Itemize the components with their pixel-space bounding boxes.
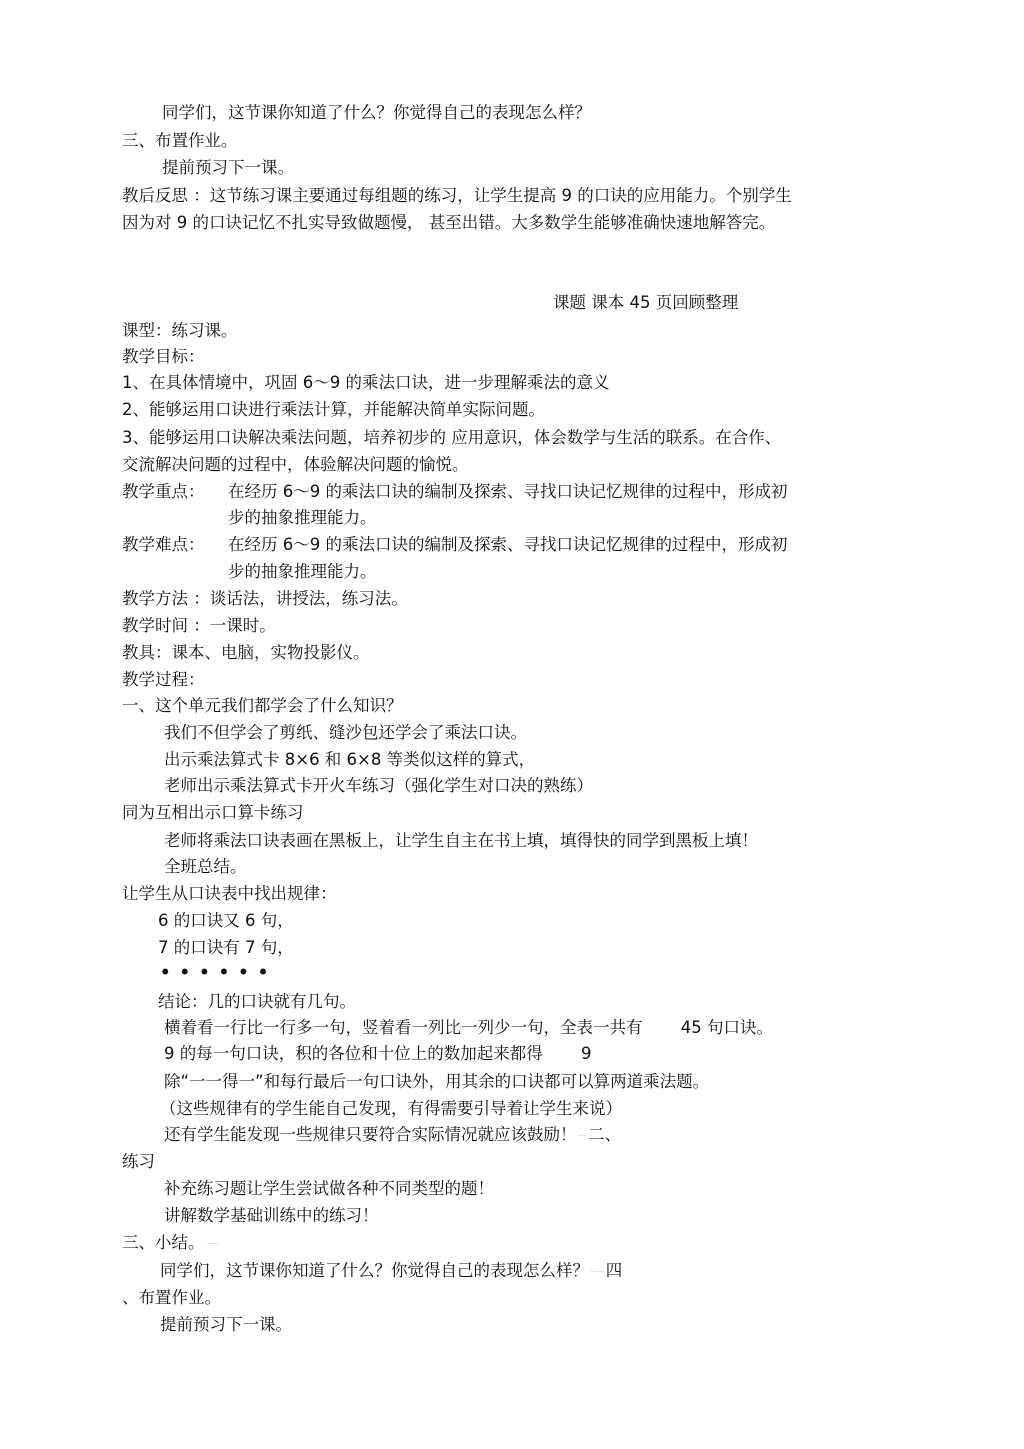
process-14: 9 的每一句口诀，积的各位和十位上的数加起来都得 9 — [164, 1044, 592, 1063]
ellipsis-dots: •••••• — [160, 963, 278, 982]
time: 教学时间 ：一课时。 — [122, 616, 276, 635]
process-21 — [122, 1232, 220, 1255]
process-22-text: 同学们，这节课你知道了什么？你觉得自己的表现怎么样？ — [160, 1261, 589, 1280]
top-reflection-1: 教后反思 ：这节练习课主要通过每组题的练习，让学生提高 9 的口诀的应用能力。个别学生 — [122, 186, 792, 205]
process-5: 同为互相出示口算卡练习 — [122, 803, 304, 822]
process-22-tail: 四 — [605, 1261, 623, 1280]
process-18: 练习 — [122, 1152, 155, 1171]
process-23: 、布置作业。 — [122, 1288, 221, 1307]
process-1: 一、这个单元我们都学会了什么知识？ — [122, 696, 403, 715]
process-17-text: 还有学生能发现一些规律只要符合实际情况就应该鼓励！ — [164, 1125, 577, 1144]
difficulty-text-b: 步的抽象推理能力。 — [228, 562, 377, 581]
top-line-1: 同学们，这节课你知道了什么？你觉得自己的表现怎么样？ — [162, 103, 591, 122]
process-15: 除“一一得一”和每行最后一句口诀外，用其余的口诀都可以算两道乘法题。 — [164, 1072, 710, 1091]
goal-3b: 交流解决问题的过程中，体验解决问题的愉悦。 — [122, 455, 469, 474]
goal-2: 2、能够运用口诀进行乘法计算，并能解决简单实际问题。 — [122, 400, 545, 419]
top-reflection-2: 因为对 9 的口诀记忆不扎实导致做题慢， 甚至出错。大多数学生能够准确快速地解答完。 — [122, 213, 776, 232]
process-2: 我们不但学会了剪纸、缝沙包还学会了乘法口诀。 — [164, 723, 527, 742]
top-line-2: 三、布置作业。 — [122, 131, 238, 150]
tiny-mark-3: ·········· — [591, 1268, 604, 1274]
key-text-b: 步的抽象推理能力。 — [228, 508, 377, 527]
method: 教学方法 ：谈话法，讲授法，练习法。 — [122, 589, 408, 608]
process-20: 讲解数学基础训练中的练习！ — [164, 1206, 379, 1225]
process-10: 7 的口诀有 7 句， — [158, 938, 294, 957]
key-label: 教学重点： — [122, 482, 205, 501]
process-17-tail: 二、 — [588, 1125, 622, 1144]
goal-1: 1、在具体情境中，巩固 6～9 的乘法口诀，进一步理解乘法的意义 — [122, 373, 610, 392]
process-9: 6 的口诀又 6 句， — [158, 911, 294, 930]
process-7: 全班总结。 — [164, 857, 247, 876]
tools: 教具：课本、电脑，实物投影仪。 — [122, 643, 370, 662]
difficulty-label: 教学难点： — [122, 535, 205, 554]
lesson-type: 课型：练习课。 — [122, 321, 238, 340]
process-label: 教学过程： — [122, 670, 205, 689]
key-text-a: 在经历 6～9 的乘法口诀的编制及探索、寻找口诀记忆规律的过程中，形成初 — [228, 482, 788, 501]
process-8: 让学生从口诀表中找出规律： — [122, 884, 337, 903]
process-6: 老师将乘法口诀表画在黑板上，让学生自主在书上填，填得快的同学到黑板上填！ — [164, 831, 758, 850]
lesson-title: 课题 课本 45 页回顾整理 — [553, 293, 739, 312]
process-12: 结论：几的口诀就有几句。 — [158, 992, 356, 1011]
difficulty-text-a: 在经历 6～9 的乘法口诀的编制及探索、寻找口诀记忆规律的过程中，形成初 — [228, 535, 788, 554]
process-24: 提前预习下一课。 — [160, 1315, 292, 1334]
process-19: 补充练习题让学生尝试做各种不同类型的题！ — [164, 1179, 494, 1198]
process-21-text: 三、小结。 — [122, 1233, 205, 1252]
tiny-mark: ······ — [578, 1132, 587, 1138]
process-16: （这些规律有的学生能自己发现，有得需要引导着让学生来说） — [160, 1099, 622, 1118]
process-13: 横着看一行比一行多一句，竖着看一列比一列少一句，全表一共有 45 句口诀。 — [164, 1018, 773, 1037]
goals-label: 教学目标： — [122, 347, 205, 366]
process-3: 出示乘法算式卡 8×6 和 6×8 等类似这样的算式， — [164, 750, 536, 769]
process-17 — [164, 1124, 621, 1147]
goal-3a: 3、能够运用口诀解决乘法问题，培养初步的 应用意识，体会数学与生活的联系。在合作、 — [122, 428, 782, 447]
top-line-3: 提前预习下一课。 — [162, 158, 294, 177]
process-4: 老师出示乘法算式卡开火车练习（强化学生对口决的熟练） — [164, 776, 593, 795]
tiny-mark-2: ········· — [206, 1240, 218, 1246]
process-22 — [160, 1260, 622, 1283]
